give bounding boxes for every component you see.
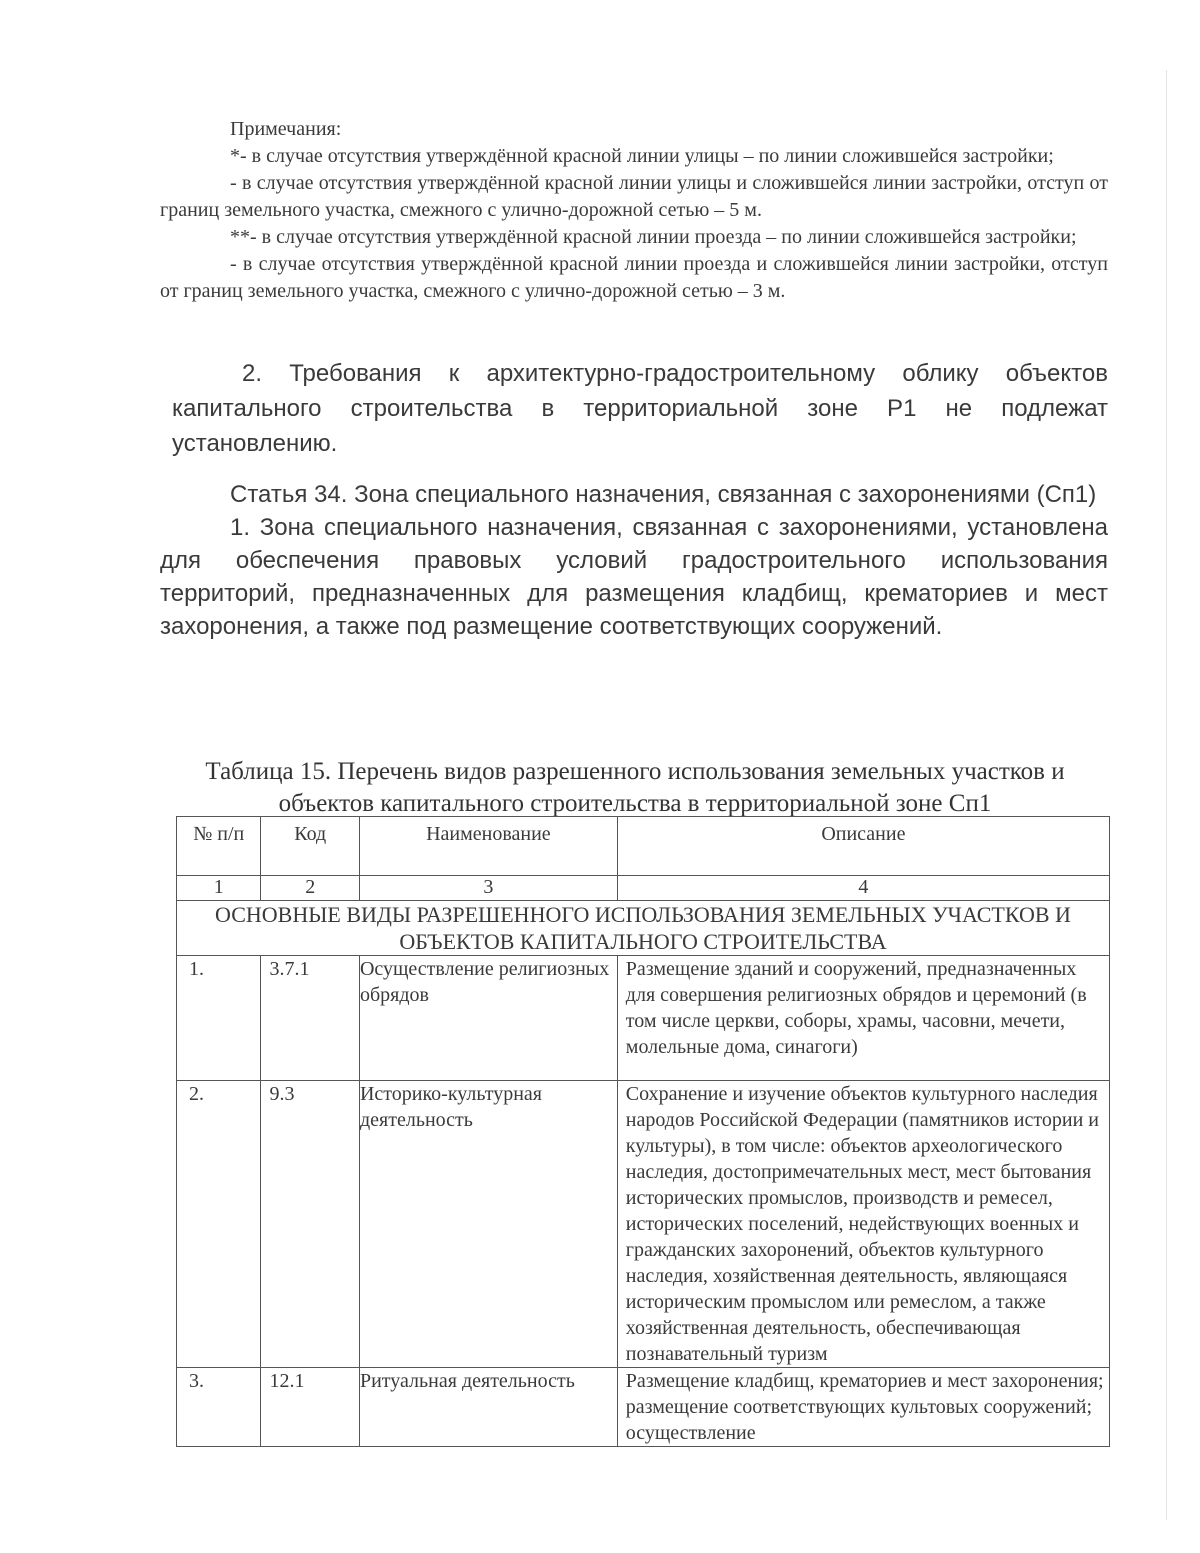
- column-number-row: [177, 876, 1110, 901]
- note-3: **- в случае отсутствия утверждённой красной линии проезда – по линии сложившейся застройки;: [230, 226, 1077, 248]
- row-description: Сохранение и изучение объектов культурного наследия народов Российской Федерации (памятников истории и культуры), в том числе: объектов археологического наследия, достопримечательных мест, мест бытования исторических промыслов, производств и ремесел, исторических поселений, недействующих военных и гражданских захоронений, объектов культурного наследия, хозяйственная деятельность, являющаяся историческим промыслом или ремеслом, а также хозяйственная деятельность, обеспечивающая познавательный туризм: [617, 1081, 1109, 1368]
- notes-block: [160, 116, 1108, 305]
- requirement-text: 2. Требования к архитектурно-градостроительному облику объектов капитального строительства в территориальной зоне Р1 не подлежат установлению.: [172, 360, 1108, 457]
- header-code: Код: [261, 817, 360, 876]
- row-name: Осуществление религиозных обрядов: [359, 956, 617, 1081]
- table-row: [177, 1368, 1110, 1447]
- row-name: Историко-культурная деятельность: [359, 1081, 617, 1368]
- permitted-use-table: [176, 816, 1110, 1447]
- table-header-row: [177, 817, 1110, 876]
- col-num-1: 1: [177, 876, 261, 901]
- col-num-2: 2: [261, 876, 360, 901]
- article-block: [160, 478, 1108, 643]
- section-title: ОСНОВНЫЕ ВИДЫ РАЗРЕШЕННОГО ИСПОЛЬЗОВАНИЯ ЗЕМЕЛЬНЫХ УЧАСТКОВ И ОБЪЕКТОВ КАПИТАЛЬНОГО СТРОИТЕЛЬСТВА: [177, 901, 1110, 956]
- note-4: - в случае отсутствия утверждённой красной линии проезда и сложившейся линии застройки, отступ от границ земельного участка, смежного с улично-дорожной сетью – 3 м.: [160, 253, 1108, 302]
- table-caption: Таблица 15. Перечень видов разрешенного использования земельных участков и объектов капитального строительства в территориальной зоне Сп1: [205, 758, 1065, 817]
- scan-edge-line: [1166, 70, 1167, 1520]
- col-num-3: 3: [359, 876, 617, 901]
- row-number: 1.: [177, 956, 261, 1081]
- requirement-paragraph: [172, 356, 1108, 461]
- notes-title: Примечания:: [230, 118, 342, 140]
- row-description: Размещение кладбищ, крематориев и мест захоронения; размещение соответствующих культовых сооружений; осуществление: [617, 1368, 1109, 1447]
- article-text: 1. Зона специального назначения, связанная с захоронениями, установлена для обеспечения правовых условий градостроительного использования территорий, предназначенных для размещения кладбищ, крематориев и мест захоронения, а также под размещение соответствующих сооружений.: [160, 514, 1108, 640]
- note-1: *- в случае отсутствия утверждённой красной линии улицы – по линии сложившейся застройки;: [230, 145, 1054, 167]
- table-row: [177, 956, 1110, 1081]
- table-row: [177, 1081, 1110, 1368]
- row-number: 2.: [177, 1081, 261, 1368]
- row-code: 9.3: [261, 1081, 360, 1368]
- article-title: Статья 34. Зона специального назначения, связанная с захоронениями (Сп1): [230, 481, 1097, 508]
- header-description: Описание: [617, 817, 1109, 876]
- section-row: [177, 901, 1110, 956]
- row-number: 3.: [177, 1368, 261, 1447]
- row-code: 3.7.1: [261, 956, 360, 1081]
- row-description: Размещение зданий и сооружений, предназначенных для совершения религиозных обрядов и церемоний (в том числе церкви, соборы, храмы, часовни, мечети, молельные дома, синагоги): [617, 956, 1109, 1081]
- header-name: Наименование: [359, 817, 617, 876]
- col-num-4: 4: [617, 876, 1109, 901]
- row-name: Ритуальная деятельность: [359, 1368, 617, 1447]
- row-code: 12.1: [261, 1368, 360, 1447]
- header-number: № п/п: [177, 817, 261, 876]
- note-2: - в случае отсутствия утверждённой красной линии улицы и сложившейся линии застройки, отступ от границ земельного участка, смежного с улично-дорожной сетью – 5 м.: [160, 172, 1108, 221]
